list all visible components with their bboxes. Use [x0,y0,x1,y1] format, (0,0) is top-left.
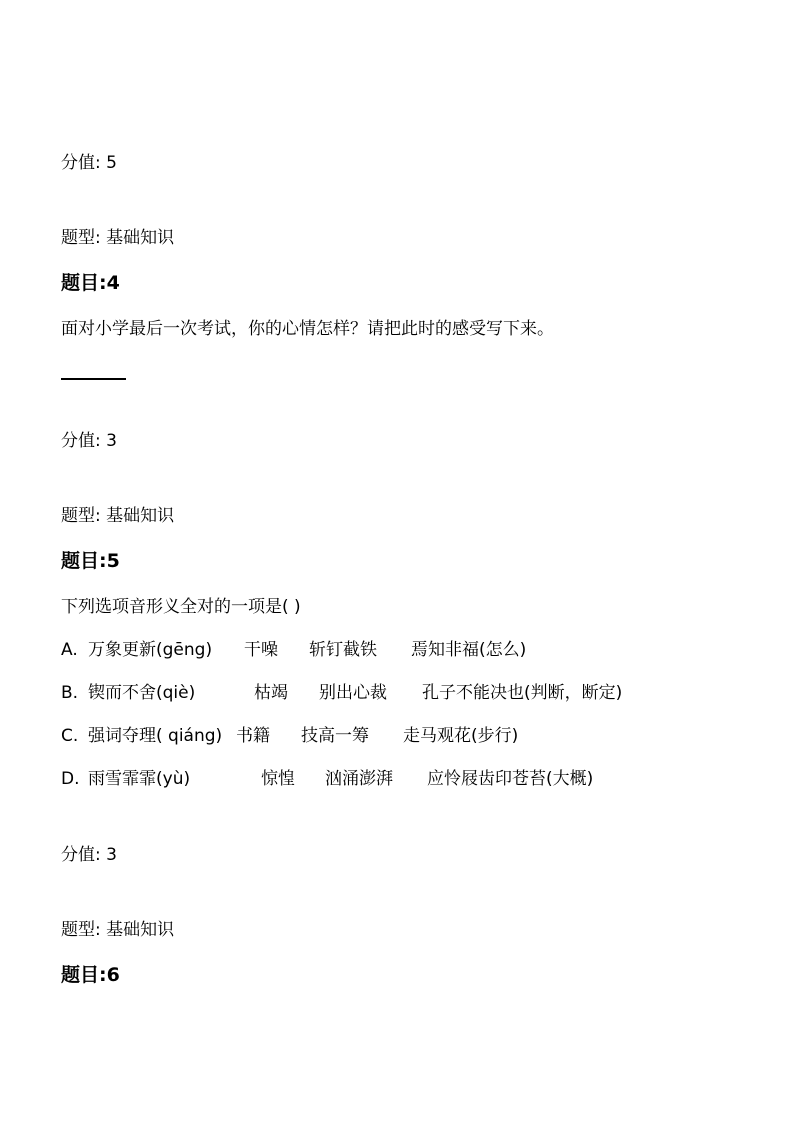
score-line [61,431,117,451]
score-label: 分值: [61,845,101,865]
option-item: 锲而不舍(qiè) [88,683,196,703]
score-label: 分值: [61,153,101,173]
score-value: 5 [106,153,117,173]
score-label: 分值: [61,431,101,451]
type-label: 题型: [61,506,101,526]
option-item: 枯竭 [254,683,288,703]
question-title: 题目:6 [61,964,120,986]
type-value: 基础知识 [106,228,175,248]
option-item: 万象更新(gēng) [88,640,213,660]
score-value: 3 [106,431,117,451]
option-item: 干噪 [244,640,278,660]
option-b [61,683,761,703]
answer-blank[interactable] [61,378,126,380]
option-item: 焉知非福(怎么) [411,640,527,660]
option-item: 惊惶 [261,769,295,789]
option-item: 强词夺理( qiáng) [88,726,223,746]
question-title: 题目:5 [61,550,120,572]
question-type-line [61,920,174,940]
type-label: 题型: [61,920,101,940]
score-value: 3 [106,845,117,865]
option-item: 别出心裁 [319,683,387,703]
question-title: 题目:4 [61,272,120,294]
option-c [61,726,761,746]
option-item: 技高一筹 [301,726,369,746]
option-letter: D. [61,769,80,789]
option-item: 雨雪霏霏(yù) [88,769,191,789]
score-line [61,153,117,173]
option-item: 应怜屐齿印苍苔(大概) [427,769,594,789]
option-item: 走马观花(步行) [403,726,519,746]
option-letter: A. [61,640,78,660]
question-text: 面对小学最后一次考试，你的心情怎样？请把此时的感受写下来。 [61,319,554,339]
option-a [61,640,761,660]
type-value: 基础知识 [106,920,175,940]
option-item: 斩钉截铁 [309,640,377,660]
option-letter: B. [61,683,79,703]
type-label: 题型: [61,228,101,248]
question-type-line [61,228,174,248]
option-letter: C. [61,726,79,746]
option-d [61,769,761,789]
question-text: 下列选项音形义全对的一项是( ) [61,597,301,617]
score-line [61,845,117,865]
option-item: 书籍 [236,726,270,746]
option-item: 汹涌澎湃 [325,769,393,789]
type-value: 基础知识 [106,506,175,526]
option-item: 孔子不能决也(判断，断定) [422,683,623,703]
question-type-line [61,506,174,526]
